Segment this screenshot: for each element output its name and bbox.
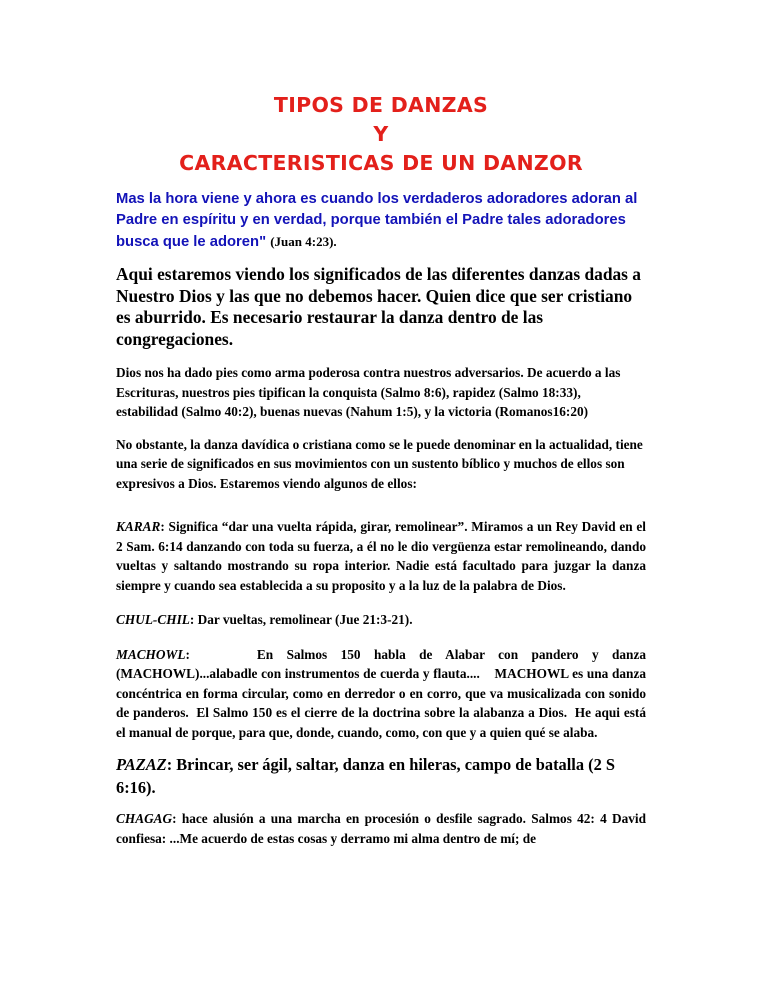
term-chagag: CHAGAG: [116, 811, 173, 826]
title-line-2: Y: [373, 122, 389, 146]
definition-karar-text: : Significa “dar una vuelta rápida, girar, remolinear”. Miramos a un Rey David en el 2 Sam. 6:14 danzando con toda su fuerza, a él no le dio vergüenza estar remolineando, dando vueltas y saltando mostrando su ropa interior. Nadie está facultado para juzgar la danza siempre y cuando sea establecida a su proposito y a la luz de la palabra de Dios.: [116, 519, 646, 593]
paragraph-feet: Dios nos ha dado pies como arma poderosa contra nuestros adversarios. De acuerdo a las Escrituras, nuestros pies tipifican la conquista (Salmo 8:6), rapidez (Salmo 18:33), estabilidad (Salmo 40:2), buenas nuevas (Nahum 1:5), y la victoria (Romanos16:20): [116, 365, 621, 419]
definition-machowl-text: : En Salmos 150 habla de Alabar con pandero y danza (MACHOWL)...alabadle con instrumentos de cuerda y flauta.... MACHOWL es una danza concéntrica en forma circular, como en derredor o en corro, que va musicalizada con sonido de panderos. El Salmo 150 es el cierre de la doctrina sobre la alabanza a Dios. He aqui está el manual de porque, para que, donde, cuando, como, con que y a quien qué se alaba.: [116, 646, 650, 740]
term-chul-chil: CHUL-CHIL: [116, 612, 190, 627]
definition-karar: [116, 517, 646, 595]
title-line-1: TIPOS DE DANZAS: [273, 93, 489, 117]
title-line-3: CARACTERISTICAS DE UN DANZOR: [179, 151, 583, 175]
term-machowl: MACHOWL: [116, 646, 186, 662]
term-karar: KARAR: [116, 519, 161, 534]
definition-chagag-text: : hace alusión a una marcha en procesión o desfile sagrado. Salmos 42: 4 David confiesa: ...Me acuerdo de estas cosas y derramo mi alma dentro de mí; de: [116, 811, 646, 846]
definition-pazaz: [116, 754, 646, 799]
intro-quote: [116, 189, 646, 253]
definition-chul-chil-text: : Dar vueltas, remolinear (Jue 21:3-21).: [189, 612, 413, 627]
intro-quote-text: Mas la hora viene y ahora es cuando los verdaderos adoradores adoran al Padre en espíritu y en verdad, porque también el Padre tales adoradores busca que le adoren": [116, 191, 638, 250]
definition-pazaz-text: : Brincar, ser ágil, saltar, danza en hileras, campo de batalla (2 S 6:16).: [116, 755, 616, 797]
document-page: [116, 0, 650, 848]
document-title: [116, 91, 646, 178]
definition-machowl: [116, 645, 650, 743]
intro-quote-reference: (Juan 4:23).: [270, 234, 337, 249]
term-pazaz: PAZAZ: [116, 755, 167, 774]
paragraph-meanings: No obstante, la danza davídica o cristiana como se le puede denominar en la actualidad, tiene una serie de significados en sus movimientos con un sustento bíblico y muchos de ellos son expresivos a Dios. Estaremos viendo algunos de ellos:: [116, 436, 643, 491]
definition-chagag: [116, 809, 646, 848]
lead-paragraph: Aqui estaremos viendo los significados de las diferentes danzas dadas a Nuestro Dios y las que no debemos hacer. Quien dice que ser cristiano es aburrido. Es necesario restaurar la danza dentro de las congregaciones.: [116, 264, 641, 349]
definition-chul-chil: [116, 610, 646, 630]
